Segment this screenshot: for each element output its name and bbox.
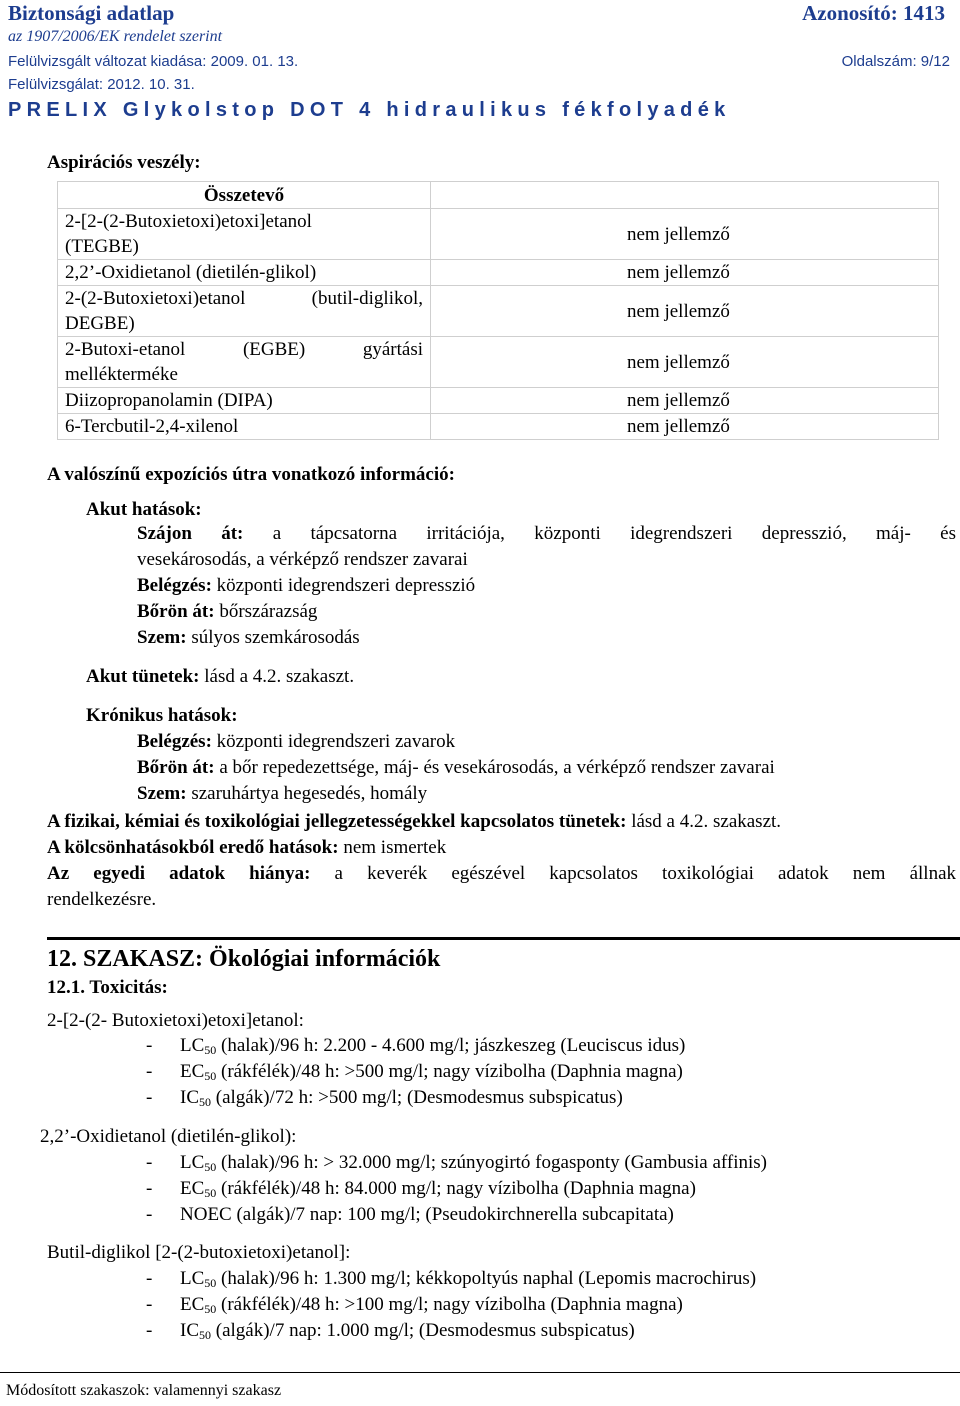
inhalation-label: Belégzés: [137,575,212,596]
list-item: - $EC_{50}$ (rákfélék)/48 h: >500 mg/l; nagy vízibolha (Daphnia magna) [146,1061,683,1083]
chronic-effects-heading: Krónikus hatások: [86,705,238,726]
aspiration-value: nem jellemző [431,286,939,337]
chronic-skin-text: a bőr repedezettsége, máj- és vesekárosodás, a vérképző rendszer zavarai [219,757,775,778]
aspiration-heading: Aspirációs veszély: [47,152,201,173]
missing-data-label: Az egyedi adatok hiánya: [47,863,311,884]
list-item: - $EC_{50}$ (rákfélék)/48 h: >100 mg/l; nagy vízibolha (Daphnia magna) [146,1294,683,1316]
exposure-heading: A valószínű expozíciós útra vonatkozó információ: [47,464,455,485]
physchem-label: A fizikai, kémiai és toxikológiai jellegzetességekkel kapcsolatos tünetek: [47,811,627,832]
physchem-text: lásd a 4.2. szakaszt. [631,811,782,832]
component-name: Diizopropanolamin (DIPA) [58,388,431,414]
revision-issue: Felülvizsgált változat kiadása: 2009. 01. 13. [8,53,299,70]
section-12-title: 12. SZAKASZ: Ökológiai információk [47,946,441,972]
toxicity-subheading: 12.1. Toxicitás: [47,977,168,998]
revision-date: Felülvizsgálat: 2012. 10. 31. [8,76,195,93]
acute-effects-heading: Akut hatások: [86,499,202,520]
component-name-cont: DEGBE) [65,313,135,334]
aspiration-table [57,181,939,440]
table-row [58,388,939,414]
oral-text: a tápcsatorna irritációja, központi idegrendszeri depresszió, máj- és [272,523,957,544]
interaction-label: A kölcsönhatásokból eredő hatások: [47,837,339,858]
chronic-skin-label: Bőrön át: [137,757,215,778]
aspiration-value: nem jellemző [431,337,939,388]
table-header-row [58,182,939,209]
substance-name: 2-[2-(2- Butoxietoxi)etoxi]etanol: [47,1010,304,1031]
table-row [58,414,939,440]
list-item: - $IC_{50}$ (algák)/72 h: >500 mg/l; (Desmodesmus subspicatus) [146,1087,623,1109]
document-id: Azonosító: 1413 [802,1,945,25]
component-name: 2,2’-Oxidietanol (dietilén-glikol) [58,260,431,286]
chronic-inhalation-label: Belégzés: [137,731,212,752]
document-title: Biztonsági adatlap [8,1,175,25]
substance-name: Butil-diglikol [2-(2-butoxietoxi)etanol]: [47,1242,351,1263]
acute-symptoms-text: lásd a 4.2. szakaszt. [204,666,355,687]
skin-text: bőrszárazság [219,601,318,622]
list-item: - NOEC (algák)/7 nap: 100 mg/l; (Pseudokirchnerella subcapitata) [146,1204,674,1225]
list-item: - $IC_{50}$ (algák)/7 nap: 1.000 mg/l; (Desmodesmus subspicatus) [146,1320,635,1342]
footer-modified-sections: Módosított szakaszok: valamennyi szakasz [6,1382,282,1399]
component-name: 2-[2-(2-Butoxietoxi)etoxi]etanol [65,211,312,232]
list-item: - $EC_{50}$ (rákfélék)/48 h: 84.000 mg/l; nagy vízibolha (Daphnia magna) [146,1178,696,1200]
list-item: - $LC_{50}$ (halak)/96 h: 1.300 mg/l; kékkopoltyús naphal (Lepomis macrochirus) [146,1268,757,1290]
component-name-cont: mellékterméke [65,364,178,385]
oral-label: Szájon át: [137,523,244,544]
product-name: PRELIX Glykolstop DOT 4 hidraulikus fékfolyadék [8,99,731,121]
eye-text: súlyos szemkárosodás [191,627,360,648]
section-divider [47,937,960,940]
oral-text-cont: vesekárosodás, a vérképző rendszer zavarai [137,549,468,570]
component-name: 2-(2-Butoxietoxi)etanol (butil-diglikol, [65,288,423,309]
aspiration-value: nem jellemző [431,209,939,260]
skin-label: Bőrön át: [137,601,215,622]
eye-label: Szem: [137,627,187,648]
missing-data-text-cont: rendelkezésre. [47,889,157,910]
table-row [58,286,939,337]
aspiration-value: nem jellemző [431,260,939,286]
column-header-component: Összetevő [58,182,431,209]
component-name: 2-Butoxi-etanol (EGBE) gyártási [65,339,423,360]
table-row [58,209,939,260]
list-item: - $LC_{50}$ (halak)/96 h: 2.200 - 4.600 mg/l; jászkeszeg (Leuciscus idus) [146,1035,686,1057]
aspiration-value: nem jellemző [431,388,939,414]
substance-name: 2,2’-Oxidietanol (dietilén-glikol): [40,1126,297,1147]
table-row [58,260,939,286]
missing-data-text: a keverék egészével kapcsolatos toxikológiai adatok nem állnak [334,863,957,884]
chronic-eye-label: Szem: [137,783,187,804]
chronic-inhalation-text: központi idegrendszeri zavarok [216,731,456,752]
regulation-reference: az 1907/2006/EK rendelet szerint [8,28,223,45]
component-name: 6-Tercbutil-2,4-xilenol [58,414,431,440]
acute-symptoms-label: Akut tünetek: [86,666,200,687]
inhalation-text: központi idegrendszeri depresszió [216,575,476,596]
component-name-cont: (TEGBE) [65,236,139,257]
aspiration-value: nem jellemző [431,414,939,440]
footer-divider [0,1372,960,1373]
list-item: - $LC_{50}$ (halak)/96 h: > 32.000 mg/l; szúnyogirtó fogasponty (Gambusia affinis) [146,1152,768,1174]
chronic-eye-text: szaruhártya hegesedés, homály [191,783,428,804]
interaction-text: nem ismertek [343,837,447,858]
table-row [58,337,939,388]
page-number: Oldalszám: 9/12 [841,53,950,70]
